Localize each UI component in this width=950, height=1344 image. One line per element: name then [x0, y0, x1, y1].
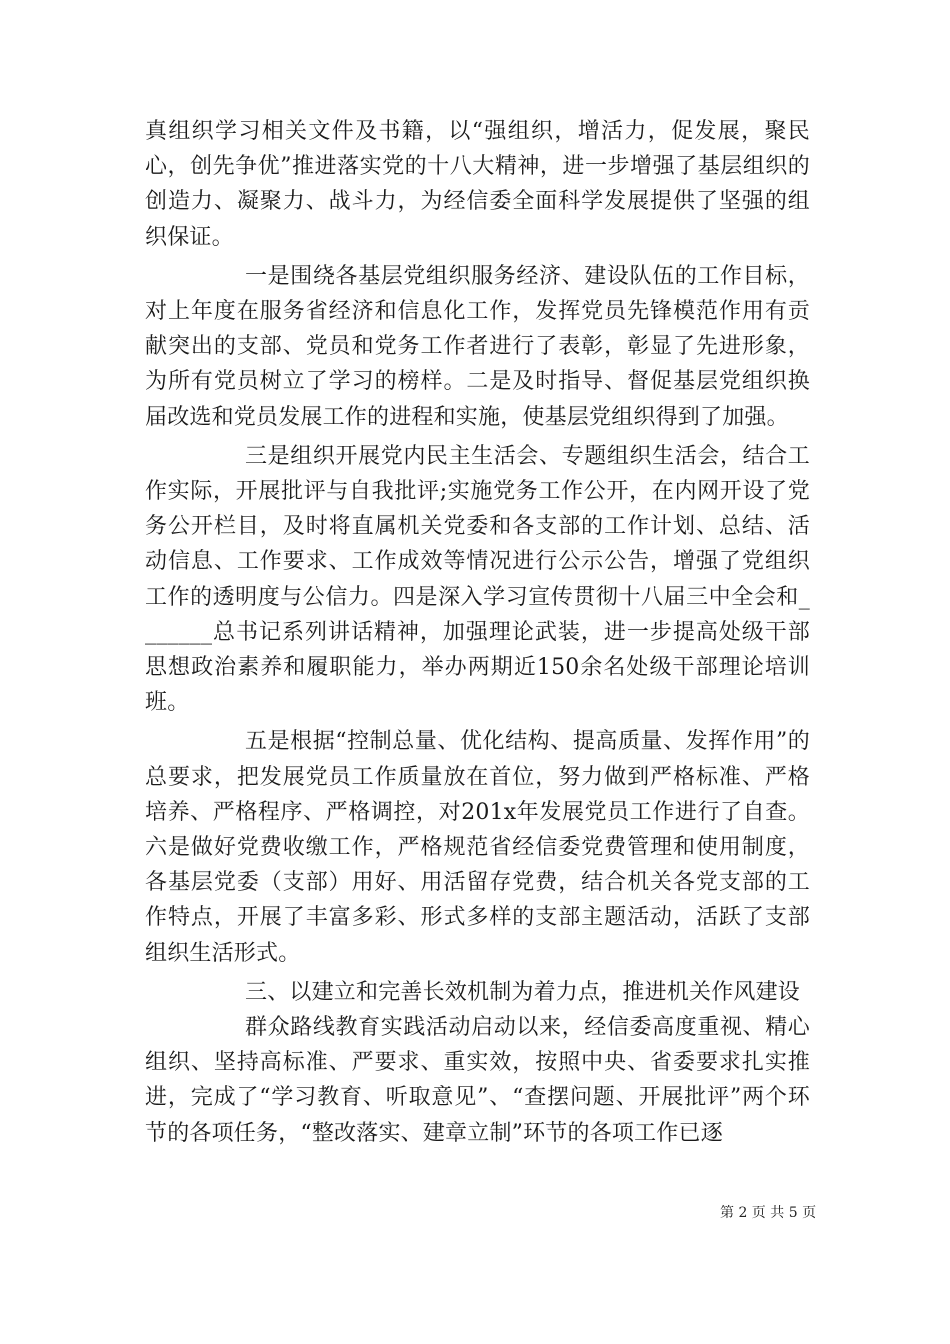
paragraph-1: 真组织学习相关文件及书籍，以“强组织，增活力，促发展，聚民心，创先争优”推进落实党的十八大精神，进一步增强了基层组织的创造力、凝聚力、战斗力，为经信委全面科学发展提供了坚强的组织保证。 — [145, 119, 810, 250]
section-heading: 三、以建立和完善长效机制为着力点，推进机关作风建设 — [245, 979, 801, 1005]
paragraph-3: 三是组织开展党内民主生活会、专题组织生活会，结合工作实际，开展批评与自我批评;实施党务工作公开，在内网开设了党务公开栏目，及时将直属机关党委和各支部的工作计划、总结、活动信息、工作要求、工作成效等情况进行公示公告，增强了党组织工作的透明度与公信力。四是深入学习宣传贯彻十八届三中全会和_______总书记系列讲话精神，加强理论武装，进一步提高处级干部思想政治素养和履职能力，举办两期近150余名处级干部理论培训班。 — [145, 443, 810, 716]
page-number-footer: 第 2 页 共 5 页 — [720, 1205, 817, 1221]
paragraph-5: 群众路线教育实践活动启动以来，经信委高度重视、精心组织、坚持高标准、严要求、重实效，按照中央、省委要求扎实推进，完成了“学习教育、听取意见”、“查摆问题、开展批评”两个环节的各项任务，“整改落实、建章立制”环节的各项工作已逐 — [145, 1015, 810, 1146]
paragraph-4: 五是根据“控制总量、优化结构、提高质量、发挥作用”的总要求，把发展党员工作质量放在首位，努力做到严格标准、严格培养、严格程序、严格调控，对201x年发展党员工作进行了自查。六是做好党费收缴工作，严格规范省经信委党费管理和使用制度，各基层党委（支部）用好、用活留存党费，结合机关各党支部的工作特点，开展了丰富多彩、形式多样的支部主题活动，活跃了支部组织生活形式。 — [145, 729, 810, 966]
paragraph-2: 一是围绕各基层党组织服务经济、建设队伍的工作目标，对上年度在服务省经济和信息化工作，发挥党员先锋模范作用有贡献突出的支部、党员和党务工作者进行了表彰，彰显了先进形象，为所有党员树立了学习的榜样。二是及时指导、督促基层党组织换届改选和党员发展工作的进程和实施，使基层党组织得到了加强。 — [145, 263, 810, 430]
document-body — [145, 114, 810, 1151]
